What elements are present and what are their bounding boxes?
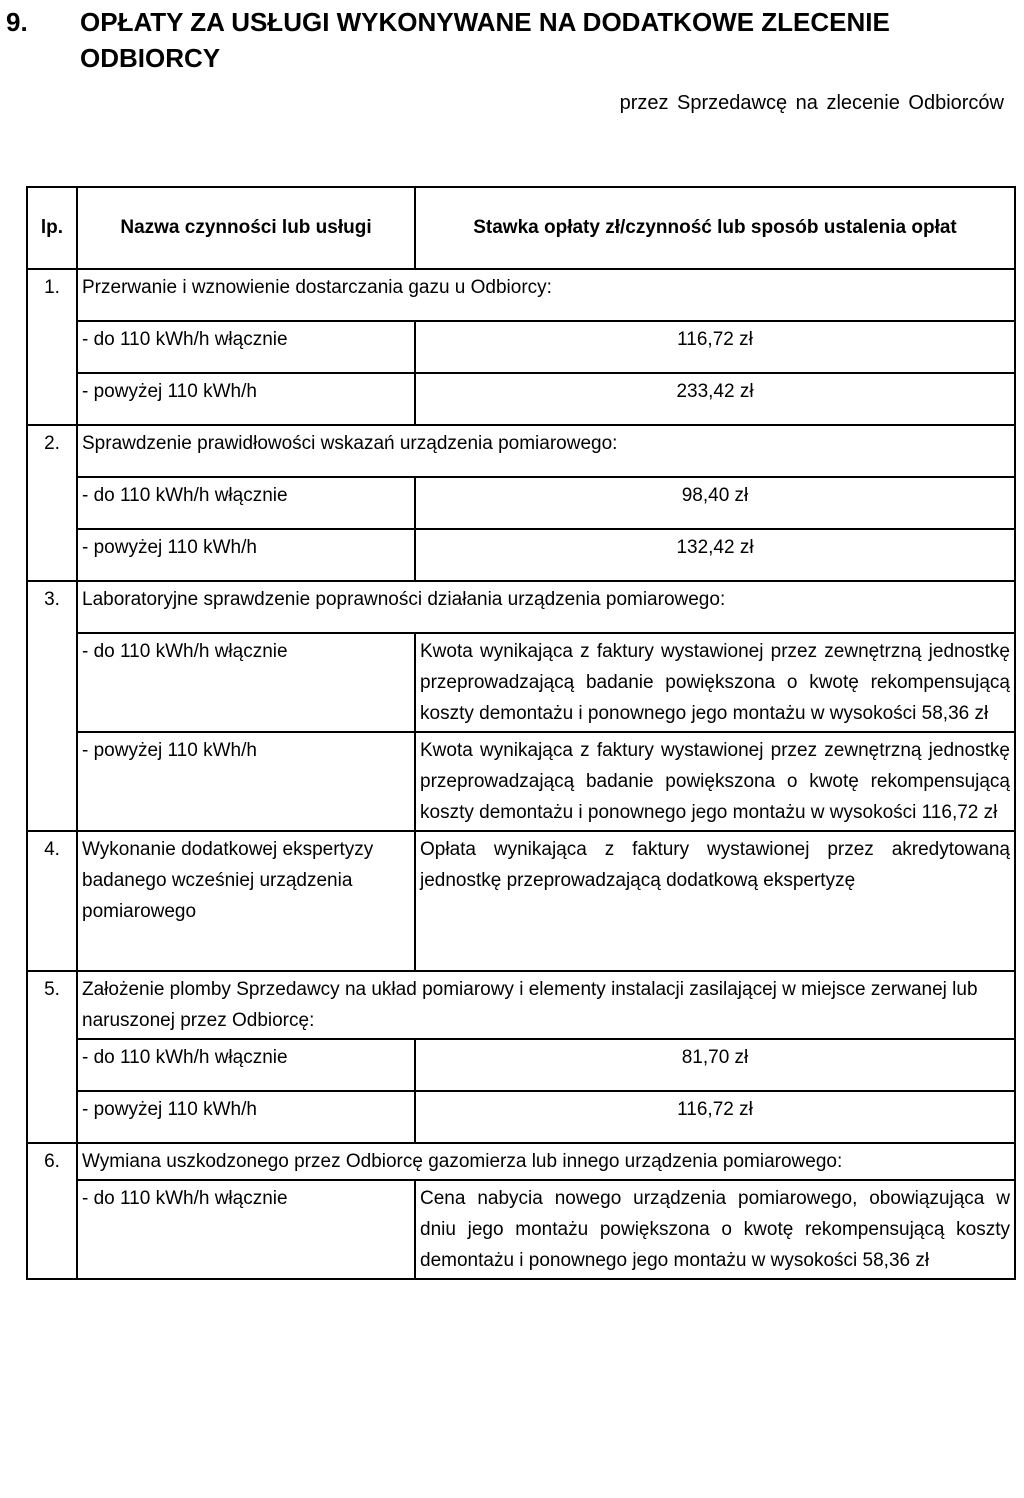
sub-name: - do 110 kWh/h włącznie bbox=[77, 477, 415, 529]
sub-name: - do 110 kWh/h włącznie bbox=[77, 633, 415, 732]
row-lp: 6. bbox=[27, 1143, 77, 1180]
row-rate: Opłata wynikająca z faktury wystawionej przez akredytowaną jednostkę przeprowadzającą dodatkową ekspertyzę bbox=[415, 831, 1015, 971]
section-number: 9. bbox=[6, 7, 28, 37]
sub-rate: Kwota wynikająca z faktury wystawionej przez zewnętrzną jednostkę przeprowadzającą badanie powiększona o kwotę rekompensującą koszty demontażu i ponownego jego montażu w wysokości 58,36 zł bbox=[415, 633, 1015, 732]
fees-table bbox=[26, 186, 1016, 1280]
sub-name: - powyżej 110 kWh/h bbox=[77, 732, 415, 831]
row-title: Założenie plomby Sprzedawcy na układ pomiarowy i elementy instalacji zasilającej w miejsce zerwanej lub naruszonej przez Odbiorcę: bbox=[77, 971, 1015, 1039]
header-lp: lp. bbox=[27, 187, 77, 269]
row-lp: 4. bbox=[27, 831, 77, 971]
row-name: Wykonanie dodatkowej ekspertyzy badanego wcześniej urządzenia pomiarowego bbox=[77, 831, 415, 971]
row-title: Sprawdzenie prawidłowości wskazań urządzenia pomiarowego: bbox=[77, 425, 1015, 477]
row-lp: 5. bbox=[27, 971, 77, 1039]
row-lp: 1. bbox=[27, 269, 77, 321]
section-subtitle: przez Sprzedawcę na zlecenie Odbiorców bbox=[619, 92, 1004, 114]
sub-rate: 98,40 zł bbox=[415, 477, 1015, 529]
row-title: Przerwanie i wznowienie dostarczania gazu u Odbiorcy: bbox=[77, 269, 1015, 321]
header-name: Nazwa czynności lub usługi bbox=[77, 187, 415, 269]
section-title-line2: ODBIORCY bbox=[80, 43, 221, 73]
section-title-line1: OPŁATY ZA USŁUGI WYKONYWANE NA DODATKOWE ZLECENIE bbox=[80, 7, 890, 37]
sub-rate: Cena nabycia nowego urządzenia pomiarowego, obowiązująca w dniu jego montażu powiększona o kwotę rekompensującą koszty demontażu i ponownego jego montażu w wysokości 58,36 zł bbox=[415, 1180, 1015, 1279]
section-heading bbox=[6, 4, 1016, 76]
sub-name: - powyżej 110 kWh/h bbox=[77, 529, 415, 581]
header-rate: Stawka opłaty zł/czynność lub sposób ustalenia opłat bbox=[415, 187, 1015, 269]
sub-rate: 132,42 zł bbox=[415, 529, 1015, 581]
sub-name: - do 110 kWh/h włącznie bbox=[77, 1180, 415, 1279]
row-lp: 2. bbox=[27, 425, 77, 477]
sub-name: - do 110 kWh/h włącznie bbox=[77, 321, 415, 373]
row-title: Laboratoryjne sprawdzenie poprawności działania urządzenia pomiarowego: bbox=[77, 581, 1015, 633]
sub-name: - do 110 kWh/h włącznie bbox=[77, 1039, 415, 1091]
sub-rate: 81,70 zł bbox=[415, 1039, 1015, 1091]
row-lp: 3. bbox=[27, 581, 77, 633]
sub-rate: 116,72 zł bbox=[415, 321, 1015, 373]
sub-name: - powyżej 110 kWh/h bbox=[77, 1091, 415, 1143]
sub-rate: Kwota wynikająca z faktury wystawionej przez zewnętrzną jednostkę przeprowadzającą badanie powiększona o kwotę rekompensującą koszty demontażu i ponownego jego montażu w wysokości 116,72 zł bbox=[415, 732, 1015, 831]
sub-rate: 233,42 zł bbox=[415, 373, 1015, 425]
sub-rate: 116,72 zł bbox=[415, 1091, 1015, 1143]
row-title: Wymiana uszkodzonego przez Odbiorcę gazomierza lub innego urządzenia pomiarowego: bbox=[77, 1143, 1015, 1180]
sub-name: - powyżej 110 kWh/h bbox=[77, 373, 415, 425]
